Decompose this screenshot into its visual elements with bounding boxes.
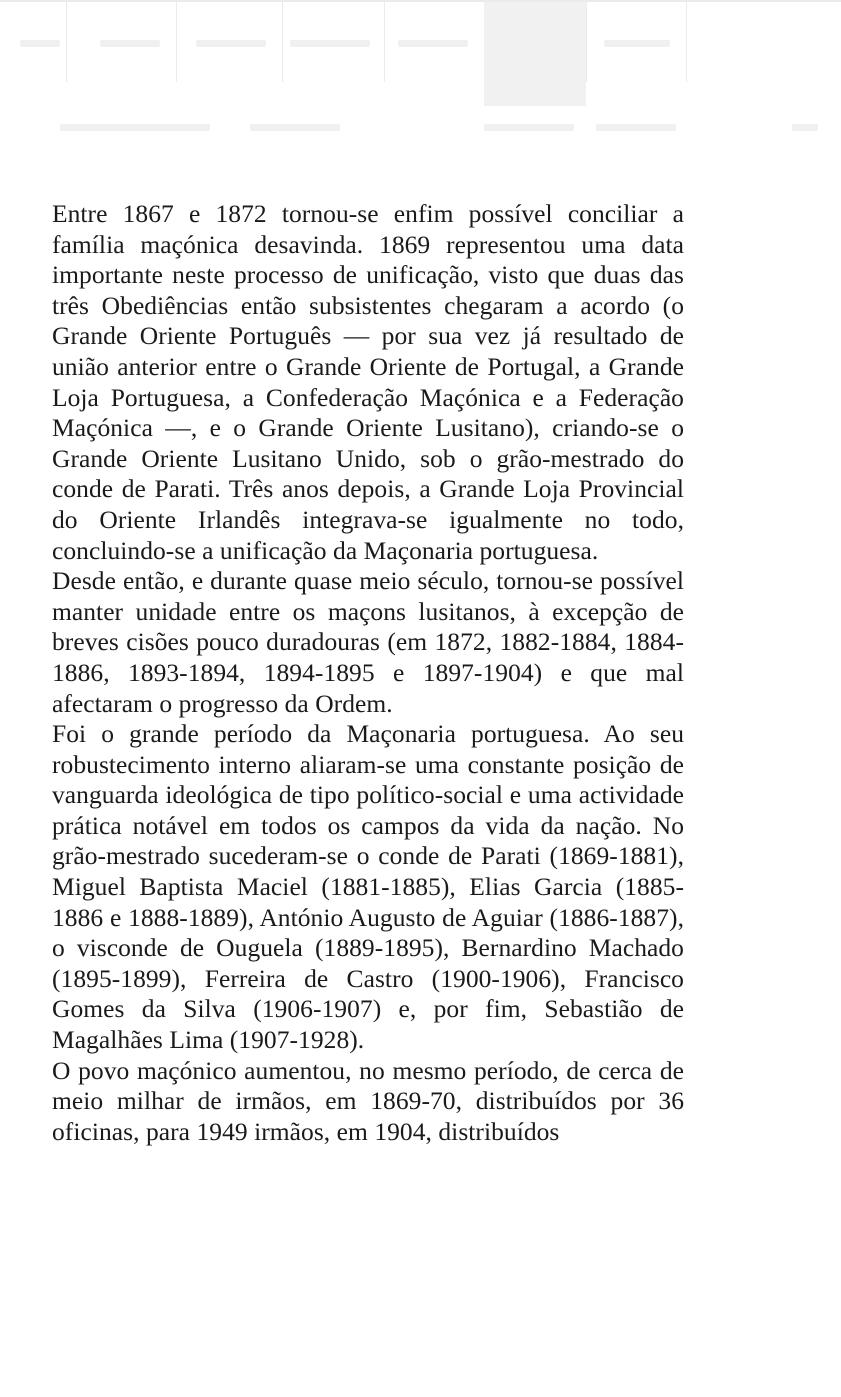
bleed-text-mark — [20, 40, 60, 47]
paragraph-unification: Entre 1867 e 1872 tornou-se enfim possível conciliar a família maçónica desavinda. 1869 representou uma data importante neste processo de unificação, visto que duas das três Obediências então subsistentes chegaram a acordo (o Grande Oriente Português — por sua vez já resultado de união anterior entre o Grande Oriente de Portugal, a Grande Loja Portuguesa, a Confederação Maçónica e a Federação Maçónica —, e o Grande Oriente Lusitano), criando-se o Grande Oriente Lusitano Unido, sob o grão-mestrado do conde de Parati. Três anos depois, a Grande Loja Provincial do Oriente Irlandês integrava-se igualmente no todo, concluindo-se a unificação da Maçonaria portuguesa. — [52, 199, 684, 565]
bleed-column-rule — [66, 2, 67, 82]
bleed-column-rule — [282, 2, 283, 82]
paragraph-grand-period: Foi o grande período da Maçonaria portuguesa. Ao seu robustecimento interno aliaram-se uma constante posição de vanguarda ideológica de tipo político-social e uma actividade prática notável em todos os campos da vida da nação. No grão-mestrado sucederam-se o conde de Parati (1869-1881), Miguel Baptista Maciel (1881-1885), Elias Garcia (1885-1886 e 1888-1889), António Augusto de Aguiar (1886-1887), o visconde de Ouguela (1889-1895), Bernardino Machado (1895-1899), Ferreira de Castro (1900-1906), Francisco Gomes da Silva (1906-1907) e, por fim, Sebastião de Magalhães Lima (1907-1928). — [52, 719, 684, 1055]
bleed-top-rule — [0, 0, 841, 2]
bleed-text-mark — [398, 40, 468, 47]
bleed-text-mark — [290, 40, 370, 47]
bleed-text-mark — [484, 124, 574, 131]
bleed-text-mark — [792, 124, 818, 131]
bleed-text-mark — [100, 40, 160, 47]
page-bleed-through — [0, 0, 841, 150]
paragraph-unity: Desde então, e durante quase meio século, tornou-se possível manter unidade entre os maçons lusitanos, à excepção de breves cisões pouco duradouras (em 1872, 1882-1884, 1884-1886, 1893-1894, 1894-1895 e 1897-1904) e que mal afectaram o progresso da Ordem. — [52, 566, 684, 718]
bleed-shaded-cell — [484, 2, 586, 106]
bleed-text-mark — [604, 40, 670, 47]
bleed-text-mark — [596, 124, 676, 131]
bleed-text-mark — [250, 124, 340, 131]
bleed-column-rule — [686, 2, 687, 82]
bleed-column-rule — [586, 2, 587, 82]
bleed-column-rule — [176, 2, 177, 82]
bleed-column-rule — [384, 2, 385, 82]
bleed-text-mark — [196, 40, 266, 47]
bleed-text-mark — [60, 124, 210, 131]
paragraph-membership: O povo maçónico aumentou, no mesmo período, de cerca de meio milhar de irmãos, em 1869-70, distribuídos por 36 oficinas, para 1949 irmãos, em 1904, distribuídos — [52, 1055, 684, 1146]
body-text — [52, 199, 684, 1147]
